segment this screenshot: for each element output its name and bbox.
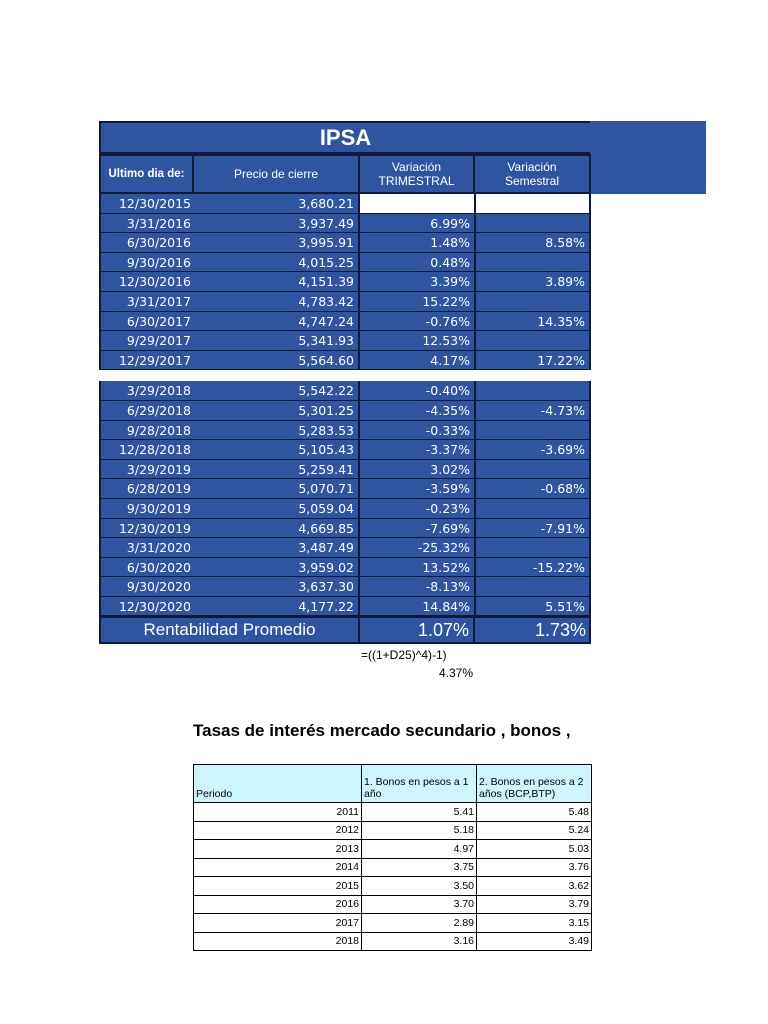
formula-value: 4.37% [438,666,473,680]
cell-date: 12/30/2020 [99,597,194,617]
cell-semestral: 3.89% [474,272,591,292]
table-row [194,914,592,933]
cell-semestral [474,381,591,401]
cell-semestral [474,194,591,214]
cell-date: 12/29/2017 [99,351,194,371]
table-row [99,312,591,332]
bonds-cell-1y: 2.89 [362,914,477,933]
table-row [99,194,591,214]
cell-price: 5,341.93 [194,331,358,351]
cell-quarterly: 3.39% [358,272,474,292]
bonds-cell-2y: 5.24 [477,821,592,840]
table-row [194,877,592,896]
table-row [99,401,591,421]
cell-semestral: 8.58% [474,233,591,253]
ipsa-title: IPSA [99,121,590,154]
bonds-cell-2y: 3.79 [477,895,592,914]
cell-price: 5,259.41 [194,460,358,480]
header-date: Ultimo dia de: [99,154,194,194]
cell-date: 9/30/2019 [99,499,194,519]
cell-quarterly: -3.59% [358,479,474,499]
cell-date: 3/31/2020 [99,538,194,558]
table-row [99,421,591,441]
cell-quarterly: -7.69% [358,519,474,539]
summary-label: Rentabilidad Promedio [99,616,360,644]
formula-text: =((1+D25)^4)-1) [361,648,447,662]
bonds-cell-period: 2014 [194,858,362,877]
bonds-header-2y: 2. Bonos en pesos a 2 años (BCP,BTP) [477,765,592,803]
header-semestral [473,154,591,194]
table-row [194,840,592,859]
header-quarterly-line1: Variación [391,160,442,174]
table-row [99,499,591,519]
cell-price: 3,995.91 [194,233,358,253]
cell-semestral: 14.35% [474,312,591,332]
bonds-cell-2y: 3.76 [477,858,592,877]
bonds-table [193,764,592,951]
table-row [99,253,591,273]
summary-quarterly: 1.07% [358,616,475,644]
cell-quarterly: 1.48% [358,233,474,253]
table-row [99,577,591,597]
cell-quarterly: 6.99% [358,214,474,234]
cell-date: 3/29/2019 [99,460,194,480]
cell-price: 5,301.25 [194,401,358,421]
table-row [194,858,592,877]
cell-date: 9/28/2018 [99,421,194,441]
bonds-cell-2y: 5.03 [477,840,592,859]
header-quarterly [358,154,475,194]
cell-date: 3/31/2016 [99,214,194,234]
cell-semestral: -3.69% [474,440,591,460]
table-row [194,895,592,914]
cell-price: 3,680.21 [194,194,358,214]
header-semestral-line1: Variación [507,160,557,174]
bonds-cell-2y: 3.62 [477,877,592,896]
cell-semestral: 5.51% [474,597,591,617]
table-row [194,821,592,840]
cell-semestral [474,460,591,480]
table-row [99,233,591,253]
bonds-cell-2y: 5.48 [477,803,592,822]
bonds-cell-period: 2012 [194,821,362,840]
bonds-cell-1y: 5.41 [362,803,477,822]
table-row [99,558,591,578]
bonds-cell-1y: 4.97 [362,840,477,859]
cell-price: 3,959.02 [194,558,358,578]
cell-quarterly: -4.35% [358,401,474,421]
cell-quarterly: 13.52% [358,558,474,578]
cell-quarterly: -0.33% [358,421,474,441]
table-row [194,932,592,951]
table-row [99,331,591,351]
bonds-header-period: Periodo [194,765,362,803]
cell-semestral: -7.91% [474,519,591,539]
cell-quarterly: -0.40% [358,381,474,401]
cell-quarterly [358,194,474,214]
table-row [99,381,591,401]
cell-quarterly: -3.37% [358,440,474,460]
bonds-cell-period: 2011 [194,803,362,822]
cell-price: 4,747.24 [194,312,358,332]
cell-semestral [474,577,591,597]
bonds-cell-period: 2017 [194,914,362,933]
table-row [99,440,591,460]
cell-semestral [474,538,591,558]
cell-price: 5,105.43 [194,440,358,460]
header-price: Precio de cierre [192,154,360,194]
cell-price: 5,542.22 [194,381,358,401]
cell-date: 12/30/2019 [99,519,194,539]
ipsa-rows [99,194,591,616]
table-row [194,803,592,822]
bonds-cell-1y: 3.70 [362,895,477,914]
cell-date: 12/30/2015 [99,194,194,214]
bonds-cell-1y: 3.75 [362,858,477,877]
bonds-cell-period: 2018 [194,932,362,951]
cell-quarterly: 4.17% [358,351,474,371]
cell-quarterly: 15.22% [358,292,474,312]
cell-semestral [474,292,591,312]
cell-price: 4,783.42 [194,292,358,312]
cell-date: 12/28/2018 [99,440,194,460]
cell-date: 3/29/2018 [99,381,194,401]
cell-semestral: -0.68% [474,479,591,499]
table-row [99,292,591,312]
cell-date: 6/28/2019 [99,479,194,499]
cell-semestral [474,421,591,441]
table-row [99,351,591,371]
cell-quarterly: -8.13% [358,577,474,597]
summary-semestral: 1.73% [473,616,591,644]
cell-semestral [474,331,591,351]
table-row [99,272,591,292]
cell-price: 4,177.22 [194,597,358,617]
cell-price: 3,637.30 [194,577,358,597]
cell-date: 9/30/2020 [99,577,194,597]
cell-date: 6/29/2018 [99,401,194,421]
bonds-cell-1y: 5.18 [362,821,477,840]
cell-price: 4,015.25 [194,253,358,273]
header-semestral-line2: Semestral [504,174,560,188]
cell-date: 6/30/2020 [99,558,194,578]
table-row [99,597,591,617]
cell-price: 5,283.53 [194,421,358,441]
bonds-cell-period: 2016 [194,895,362,914]
cell-quarterly: 14.84% [358,597,474,617]
cell-date: 12/30/2016 [99,272,194,292]
cell-date: 3/31/2017 [99,292,194,312]
bonds-header-row [194,765,592,803]
bonds-cell-2y: 3.49 [477,932,592,951]
table-row [99,214,591,234]
bonds-cell-1y: 3.16 [362,932,477,951]
cell-price: 5,070.71 [194,479,358,499]
cell-quarterly: 3.02% [358,460,474,480]
cell-quarterly: 12.53% [358,331,474,351]
bonds-cell-1y: 3.50 [362,877,477,896]
cell-semestral: -4.73% [474,401,591,421]
cell-semestral: -15.22% [474,558,591,578]
cell-date: 9/30/2016 [99,253,194,273]
cell-semestral: 17.22% [474,351,591,371]
cell-date: 9/29/2017 [99,331,194,351]
table-row [99,460,591,480]
cell-price: 5,059.04 [194,499,358,519]
bonds-header-1y: 1. Bonos en pesos a 1 año [362,765,477,803]
cell-price: 4,151.39 [194,272,358,292]
table-row [99,538,591,558]
cell-semestral [474,214,591,234]
bonds-title: Tasas de interés mercado secundario , bonos , [193,721,571,740]
title-bar-extension [590,121,706,194]
cell-quarterly: 0.48% [358,253,474,273]
summary-row [99,616,591,644]
cell-semestral [474,499,591,519]
table-row [99,479,591,499]
cell-price: 5,564.60 [194,351,358,371]
cell-price: 3,937.49 [194,214,358,234]
cell-date: 6/30/2017 [99,312,194,332]
bonds-cell-2y: 3.15 [477,914,592,933]
cell-quarterly: -0.76% [358,312,474,332]
cell-quarterly: -25.32% [358,538,474,558]
bonds-cell-period: 2013 [194,840,362,859]
cell-quarterly: -0.23% [358,499,474,519]
cell-date: 6/30/2016 [99,233,194,253]
cell-price: 3,487.49 [194,538,358,558]
table-row [99,519,591,539]
bonds-cell-period: 2015 [194,877,362,896]
cell-price: 4,669.85 [194,519,358,539]
header-quarterly-line2: TRIMESTRAL [378,174,455,188]
cell-semestral [474,253,591,273]
